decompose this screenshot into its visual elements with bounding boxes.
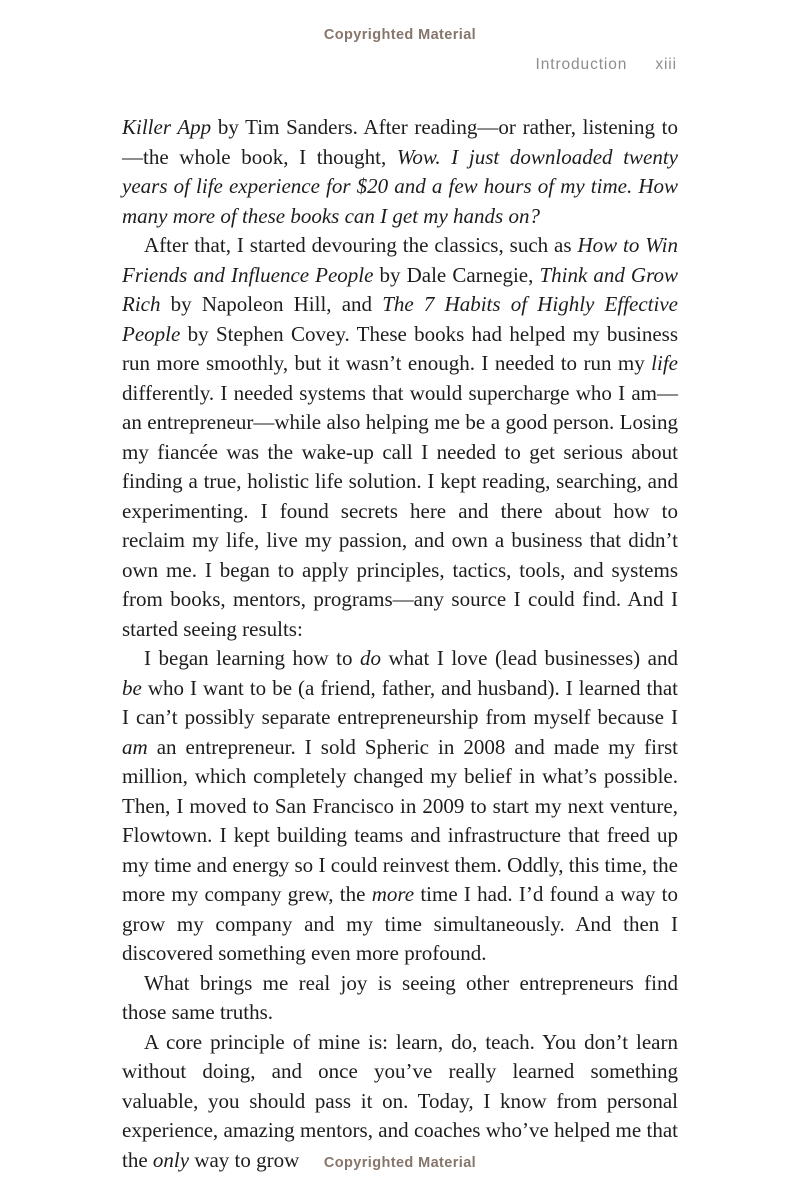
italic-text-run: be	[122, 675, 142, 700]
text-run: After that, I started devouring the classics, such as	[144, 233, 578, 257]
page-number: xiii	[655, 56, 677, 73]
text-run: way to grow	[189, 1147, 300, 1172]
text-run: A core principle of mine is: learn, do, teach. You don’t learn without doing, and once you’ve really learned something valuable, you should pass it on. Today, I know from personal experience, amazing mentors, and coaches who’ve helped me that the	[122, 1029, 678, 1172]
italic-text-run: Wow. I just downloaded twenty years of life experience for $20 and a few hours of my time. How many more of these books can I get my hands on?	[122, 144, 679, 228]
text-run: by Dale Carnegie,	[373, 262, 540, 287]
italic-text-run: How to Win Friends and Influence People	[122, 233, 678, 287]
text-run: an entrepreneur. I sold Spheric in 2008 and made my first million, which completely changed my belief in what’s possible. Then, I moved to San Francisco in 2009 to start my next venture, Flowtown. I kept building teams and infrastructure that freed up my time and energy so I could reinvest them. Oddly, this time, the more my company grew, the	[122, 734, 678, 906]
italic-text-run: am	[122, 734, 148, 759]
copyright-notice-top: Copyrighted Material	[323, 27, 477, 43]
copyright-notice-bottom: Copyrighted Material	[323, 1155, 477, 1171]
paragraph	[122, 644, 678, 969]
text-run: who I want to be (a friend, father, and husband). I learned that I can’t possibly separate entrepreneurship from myself because I	[122, 675, 678, 729]
text-run: what I love (lead businesses) and	[381, 646, 678, 670]
italic-text-run: only	[152, 1147, 190, 1172]
text-run: by Stephen Covey. These books had helped my business run more smoothly, but it wasn’t enough. I needed to run my	[122, 321, 678, 375]
text-run: by Napoleon Hill, and	[160, 292, 383, 316]
text-run: by Tim Sanders. After reading—or rather, listening to—the whole book, I thought,	[122, 115, 679, 169]
text-run: differently. I needed systems that would supercharge who I am—an entrepreneur—while also helping me be a good person. Losing my fiancée was the wake-up call I needed to get serious about finding a true, holistic life solution. I kept reading, searching, and experimenting. I found secrets here and there about how to reclaim my life, live my passion, and own a business that didn’t own me. I began to apply principles, tactics, tools, and systems from books, mentors, programs—any source I could find. And I started seeing results:	[122, 380, 678, 641]
paragraph	[122, 113, 678, 231]
paragraph	[122, 231, 678, 644]
body-text	[122, 113, 678, 1175]
italic-text-run: do	[360, 646, 381, 670]
text-run: What brings me real joy is seeing other entrepreneurs find those same truths.	[122, 970, 678, 1024]
italic-text-run: The 7 Habits of Highly Effective People	[122, 292, 678, 346]
paragraph	[122, 1028, 678, 1176]
italic-text-run: Think and Grow Rich	[122, 262, 678, 316]
italic-text-run: more	[371, 882, 415, 906]
running-head	[536, 56, 677, 74]
paragraph	[122, 969, 678, 1028]
text-run: I began learning how to	[144, 646, 360, 670]
text-run: time I had. I’d found a way to grow my company and my time simultaneously. And then I discovered something even more profound.	[122, 882, 679, 965]
running-head-title: Introduction	[535, 56, 628, 73]
italic-text-run: Killer App	[122, 115, 212, 139]
italic-text-run: life	[651, 351, 678, 375]
